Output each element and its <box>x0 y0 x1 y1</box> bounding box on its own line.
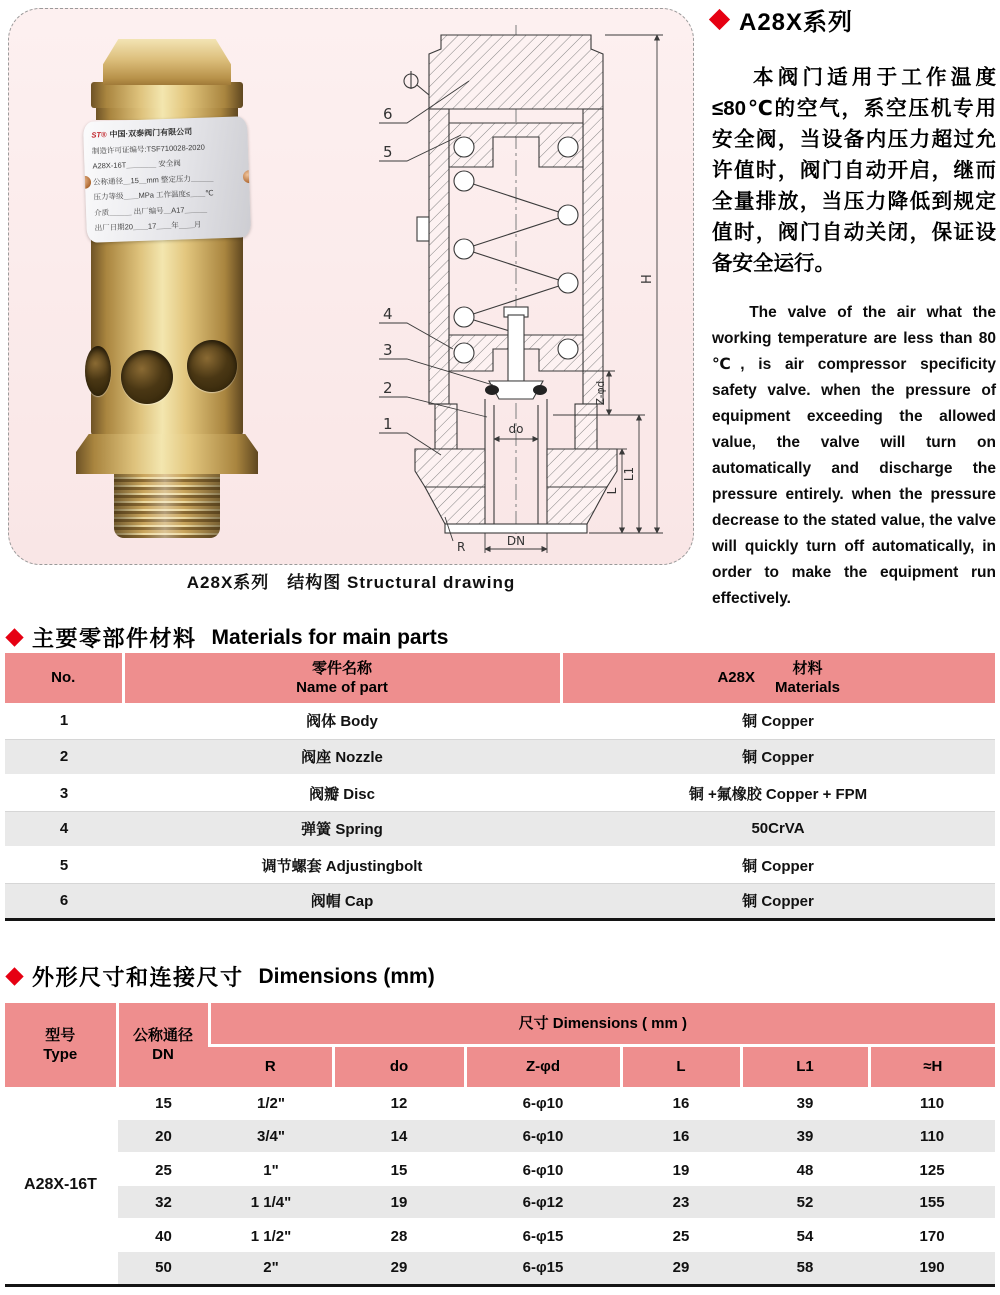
cell-no: 3 <box>5 775 123 811</box>
callout-2: 2 <box>383 379 393 397</box>
cell-l: 29 <box>621 1252 741 1285</box>
table-row <box>5 1186 995 1219</box>
col-header-mat-cn: 材料 <box>792 659 823 677</box>
cell-l: 25 <box>621 1219 741 1252</box>
cell-l: 16 <box>621 1087 741 1120</box>
cell-do: 28 <box>333 1219 465 1252</box>
cell-no: 2 <box>5 739 123 775</box>
cell-h: 155 <box>869 1186 995 1219</box>
valve-thread <box>114 474 220 538</box>
cell-no: 5 <box>5 847 123 883</box>
cell-dn: 15 <box>117 1087 209 1120</box>
cell-material: 铜 Copper <box>561 703 995 739</box>
cell-dn: 40 <box>117 1219 209 1252</box>
cell-dn: 25 <box>117 1153 209 1186</box>
table-row <box>5 1219 995 1252</box>
dim-label-do: do <box>508 422 524 436</box>
cell-name: 阀体 Body <box>123 703 561 739</box>
table-row <box>5 883 995 919</box>
nameplate-line4: 公称通径＿15＿mm 整定压力＿＿＿ <box>92 172 214 187</box>
materials-heading-en: Materials for main parts <box>211 625 449 649</box>
dim-label-r: R <box>457 540 466 554</box>
col-header-series: A28X <box>717 669 755 687</box>
cell-zd: 6-φ12 <box>465 1186 621 1219</box>
table-row <box>5 775 995 811</box>
table-row <box>5 847 995 883</box>
cell-zd: 6-φ10 <box>465 1120 621 1153</box>
dimensions-heading-cn: 外形尺寸和连接尺寸 <box>32 965 244 990</box>
callout-5: 5 <box>383 143 393 161</box>
col-header-dn-cn: 公称通径 <box>132 1026 193 1044</box>
callout-4: 4 <box>383 305 393 323</box>
cell-dn: 50 <box>117 1252 209 1285</box>
table-row <box>5 1087 995 1120</box>
brand-logo: ST® <box>91 130 107 140</box>
cell-material: 铜 Copper <box>561 847 995 883</box>
table-row <box>5 703 995 739</box>
table-row <box>5 739 995 775</box>
cell-r: 1/2" <box>209 1087 333 1120</box>
dim-label-zd: Z-φd <box>595 380 607 406</box>
col-header-dn <box>117 1003 209 1087</box>
col-header-r: R <box>209 1045 333 1087</box>
cell-r: 1" <box>209 1153 333 1186</box>
valve-cap <box>103 39 231 85</box>
callout-6: 6 <box>383 105 393 123</box>
nameplate-line5: 压力等级＿＿MPa 工作温度≤＿＿℃ <box>93 188 214 202</box>
dim-label-l: L <box>605 487 619 495</box>
dimensions-table <box>5 1003 995 1287</box>
col-header-name-cn: 零件名称 <box>311 659 372 677</box>
col-header-dn-en: DN <box>152 1046 174 1063</box>
cell-dn: 32 <box>117 1186 209 1219</box>
cell-l1: 58 <box>741 1252 869 1285</box>
dim-label-dn: DN <box>506 534 526 548</box>
cell-do: 19 <box>333 1186 465 1219</box>
dimensions-heading <box>8 961 435 992</box>
cell-r: 2" <box>209 1252 333 1285</box>
nameplate-license: 制造许可证编号:TSF710028-2020 <box>91 142 206 156</box>
cell-zd: 6-φ10 <box>465 1087 621 1120</box>
cell-r: 1 1/2" <box>209 1219 333 1252</box>
cell-zd: 6-φ15 <box>465 1219 621 1252</box>
cell-name: 弹簧 Spring <box>123 811 561 847</box>
table-row <box>5 1153 995 1186</box>
col-header-type-cn: 型号 <box>45 1026 76 1044</box>
cell-zd: 6-φ15 <box>465 1252 621 1285</box>
col-header-l: L <box>621 1045 741 1087</box>
col-header-no: No. <box>5 653 123 703</box>
intro-paragraph-en: The valve of the air what the working temperature are less than 80 ℃, is air compressor specificity safety valve. when the pressure of equipment exceeding the allowed value, the valve will turn on automatically and discharge the pressure entirely. when the pressure decrease to the stated value, the valve will quickly turn off automatically, in order to make the equipment run effectively. <box>712 304 996 607</box>
table-row <box>5 1120 995 1153</box>
cell-r: 1 1/4" <box>209 1186 333 1219</box>
structural-drawing <box>361 19 683 564</box>
cell-h: 110 <box>869 1120 995 1153</box>
col-header-type-en: Type <box>43 1046 78 1063</box>
col-header-name-en: Name of part <box>296 679 388 696</box>
materials-heading <box>8 622 448 653</box>
cell-h: 190 <box>869 1252 995 1285</box>
cell-l: 16 <box>621 1120 741 1153</box>
nameplate-line6: 介质＿＿＿ 出厂编号＿A17＿＿＿ <box>93 204 208 218</box>
cell-do: 12 <box>333 1087 465 1120</box>
dim-label-h: H <box>640 274 655 284</box>
col-header-l1: L1 <box>741 1045 869 1087</box>
cell-material: 铜 Copper <box>561 883 995 919</box>
photo-panel <box>8 8 694 565</box>
valve-nameplate <box>83 116 251 243</box>
cell-name: 调节螺套 Adjustingbolt <box>123 847 561 883</box>
col-header-zd: Z-φd <box>465 1045 621 1087</box>
cell-do: 14 <box>333 1120 465 1153</box>
cell-l: 23 <box>621 1186 741 1219</box>
intro-paragraph-cn: 本阀门适用于工作温度≤80℃的空气，系空压机专用安全阀，当设备内压力超过允许值时，阀门自动开启，继而全量排放，当压力降低到规定值时，阀门自动关闭，保证设备安全运行。 <box>712 66 996 275</box>
cell-type: A28X-16T <box>5 1087 117 1285</box>
series-title-row <box>712 2 996 37</box>
callout-3: 3 <box>383 341 393 359</box>
col-header-dims-span: 尺寸 Dimensions ( mm ) <box>209 1003 995 1045</box>
cell-do: 15 <box>333 1153 465 1186</box>
vent-hole <box>121 350 173 404</box>
diamond-icon <box>5 628 23 646</box>
cell-no: 1 <box>5 703 123 739</box>
cell-h: 125 <box>869 1153 995 1186</box>
col-header-mat-en: Materials <box>774 679 841 696</box>
valve-photo <box>71 39 263 538</box>
lead-seal <box>83 176 91 189</box>
col-header-name <box>123 653 561 703</box>
valve-cap-ring <box>91 82 243 108</box>
materials-heading-cn: 主要零部件材料 <box>32 626 197 651</box>
nameplate-line7: 出厂日期20＿＿17＿＿年＿＿月 <box>94 219 202 233</box>
cell-l: 19 <box>621 1153 741 1186</box>
col-header-type <box>5 1003 117 1087</box>
intro-column <box>712 2 996 612</box>
cell-no: 6 <box>5 883 123 919</box>
valve-hex-nut <box>76 434 258 474</box>
cell-h: 170 <box>869 1219 995 1252</box>
cell-name: 阀瓣 Disc <box>123 775 561 811</box>
cell-l1: 48 <box>741 1153 869 1186</box>
cell-name: 阀座 Nozzle <box>123 739 561 775</box>
nameplate-model: A28X-16T＿＿＿＿ 安全阀 <box>92 158 181 171</box>
cell-zd: 6-φ10 <box>465 1153 621 1186</box>
vent-hole <box>187 340 237 392</box>
callout-1: 1 <box>383 415 393 433</box>
cell-do: 29 <box>333 1252 465 1285</box>
table-row <box>5 811 995 847</box>
diamond-icon <box>5 967 23 985</box>
dimensions-heading-en: Dimensions (mm) <box>258 964 435 988</box>
cell-material: 铜 +氟橡胶 Copper + FPM <box>561 775 995 811</box>
diamond-icon <box>709 9 730 30</box>
dim-label-l1: L1 <box>622 466 636 482</box>
cell-l1: 54 <box>741 1219 869 1252</box>
nameplate-company: 中国·双泰阀门有限公司 <box>109 127 193 139</box>
cell-l1: 39 <box>741 1087 869 1120</box>
cell-name: 阀帽 Cap <box>123 883 561 919</box>
cell-r: 3/4" <box>209 1120 333 1153</box>
materials-table <box>5 653 995 921</box>
col-header-do: do <box>333 1045 465 1087</box>
col-header-h: ≈H <box>869 1045 995 1087</box>
cell-material: 铜 Copper <box>561 739 995 775</box>
cell-h: 110 <box>869 1087 995 1120</box>
cell-l1: 52 <box>741 1186 869 1219</box>
cell-material: 50CrVA <box>561 811 995 847</box>
cell-l1: 39 <box>741 1120 869 1153</box>
vent-hole <box>85 346 111 396</box>
drawing-caption: A28X系列 结构图 Structural drawing <box>186 573 516 592</box>
lead-seal <box>243 170 251 183</box>
table-row <box>5 1252 995 1285</box>
col-header-material <box>561 653 995 703</box>
valve-body <box>91 234 243 436</box>
cell-no: 4 <box>5 811 123 847</box>
cell-dn: 20 <box>117 1120 209 1153</box>
series-title: A28X系列 <box>739 9 854 36</box>
